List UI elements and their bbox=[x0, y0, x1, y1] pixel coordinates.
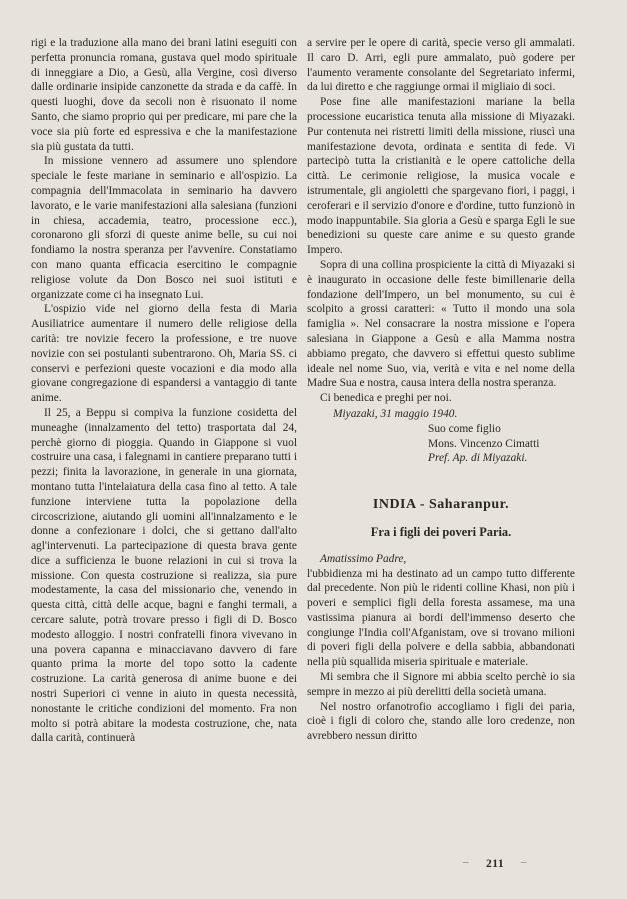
paragraph: Ci benedica e preghi per noi. bbox=[320, 392, 452, 405]
section-subheading: Fra i figli dei poveri Paria. bbox=[370, 524, 512, 539]
paragraph: Pose fine alle manifestazioni mariane la bella processione eucaristica tenuta alla missione di Miyazaki. Pur contenuta nei ristretti limiti della missione, riuscì una manifestazione devota, ordinata e sentita di fede. Vi partecipò tutta la cristianità e le opere cattoliche della città. Le cerimonie religiose, la musica vocale e istrumentale, gli angioletti che spargevano fiori, i paggi, i ceroferari e il servizio d'onore e d'ordine, tutto funzionò in modo inappuntabile. Sia gloria a Gesù e sparga Egli le sue benedizioni su queste care anime e su questo grande Impero. bbox=[307, 96, 575, 257]
letter-salutation: Amatissimo Padre, bbox=[320, 552, 407, 565]
right-column bbox=[307, 36, 575, 744]
page-number: 211 bbox=[486, 858, 505, 870]
page-number-dash-left: – bbox=[463, 856, 469, 868]
paragraph: Il 25, a Beppu si compiva la funzione cosidetta del muneaghe (innalzamento del tetto) trasportata dal 24, perchè giorno di pioggia. Quando in Giappone si vuol costruire una casa, i falegnami in cantiere preparano tutti i pezzi; finita la lavorazione, in generale in una giornata, montano tutta l'intelaiatura della casa fino al tetto. A tale funzione interviene tutta la popolazione della circoscrizione, aiutando gli uomini all'innalzamento e le donne a confezionare i dolci, che si gettano dall'alto agl'intervenuti. La partecipazione di questa brava gente dice a sufficienza le buone relazioni in cui si trova la missione. Con questa costruzione si realizza, sia pure modestamente, la casa del missionario che, venendo in questa città, città delle acque, bagni e fanghi termali, a cercare salute, potrà trovare presso i figli di D. Bosco modesto alloggio. I nostri confratelli finora vivevano in una povera capanna e minacciavano davvero di fare quanto prima la morte del topo sotto la cadente costruzione. La carità generosa di anime buone e dei nostri Superiori ci venne in aiuto in questa necessità, nonostante le critiche condizioni del momento. Fra non molto si potrà abitare la modesta costruzione, che, nata dalla carità, continuerà bbox=[31, 406, 297, 745]
paragraph: Nel nostro orfanotrofio accogliamo i figli dei paria, cioè i figli di coloro che, stando alle loro credenze, non avrebbero nessun diritto bbox=[307, 700, 575, 743]
paragraph: a servire per le opere di carità, specie verso gli ammalati. Il caro D. Arri, egli pure ammalato, può godere per l'aumento veramente consolante del Segretariato infermi, da lui diretto e che raggiunge ormai il migliaio di soci. bbox=[307, 37, 575, 94]
paragraph: Mi sembra che il Signore mi abbia scelto perchè io sia sempre in mezzo ai più derelitti della società umana. bbox=[307, 671, 575, 698]
left-column bbox=[31, 36, 297, 746]
paragraph: L'ospizio vide nel giorno della festa di Maria Ausiliatrice aumentare il numero delle religiose della carità: tre novizie fecero la professione, e tre nuove novizie con sei postulanti subentrarono. Oh, Maria SS. ci conservi e perfezioni queste vocazioni e dia modo alla giovane congregazione di espandersi a vantaggio di tante anime. bbox=[31, 303, 297, 405]
signature-place-date: Miyazaki, 31 maggio 1940. bbox=[333, 407, 458, 420]
paragraph: Sopra di una collina prospiciente la città di Miyazaki si è inaugurato in occasione delle feste bimillenarie della fondazione dell'Impero, un bel monumento, su cui è scolpito a grossi caratteri: « Tutto il mondo una sola famiglia ». Nel consacrare la nostra missione e l'opera salesiana in Giappone a Gesù e alla Mamma nostra abbiamo pregato, che davvero si effettui questo sublime ideale nel nome Suo, via, verità e vita e nel nome della Madre Sua e nostra, causa intera della nostra speranza. bbox=[307, 258, 575, 390]
paragraph: In missione vennero ad assumere uno splendore speciale le feste mariane in seminario e all'ospizio. La compagnia dell'Immacolata in seminario ha davvero lavorato, e le varie manifestazioni alla salesiana (funzioni in chiesa, accademia, teatro, processione ecc.), coronarono gli sforzi di queste anime belle, su cui noi fondiamo la nostra speranza per l'avvenire. Constatiamo con mano quanta efficacia esercitino le compagnie religiose volute da Don Bosco nei suoi istituti e organizzate come ci ha insegnato Lui. bbox=[31, 155, 297, 301]
paragraph: l'ubbidienza mi ha destinato ad un campo tutto differente dal precedente. Non più le ridenti colline Khasi, non più i poveri e semplici figli della foresta assamese, ma una vastissima pianura ai bordi dell'immenso deserto che congiunge l'India coll'Afganistam, ove si trovano milioni di poveri figli della polvere e della sabbia, abbandonati nella più squallida miseria spirituale e materiale. bbox=[307, 567, 575, 669]
paragraph: rigi e la traduzione alla mano dei brani latini eseguiti con perfetta pronuncia romana, gustava quel modo spirituale di inneggiare a Dio, a Gesù, alla Vergine, così diverso dalle ordinarie insipide canzonette da strada e da caffè. In questi luoghi, dove da secoli non è risuonato il nome Santo, che siamo proprio qui per predicare, mi pare che la voce sia più forte ed espressiva e che la manifestazione sia più gustata da tutti. bbox=[31, 37, 297, 153]
section-heading: INDIA - Saharanpur. bbox=[372, 497, 510, 513]
signature-title: Pref. Ap. di Miyazaki. bbox=[428, 452, 528, 465]
signature-closing: Suo come figlio bbox=[428, 422, 501, 435]
page-number-dash-right: – bbox=[521, 856, 527, 868]
signature-name: Mons. Vincenzo Cimatti bbox=[428, 437, 540, 450]
